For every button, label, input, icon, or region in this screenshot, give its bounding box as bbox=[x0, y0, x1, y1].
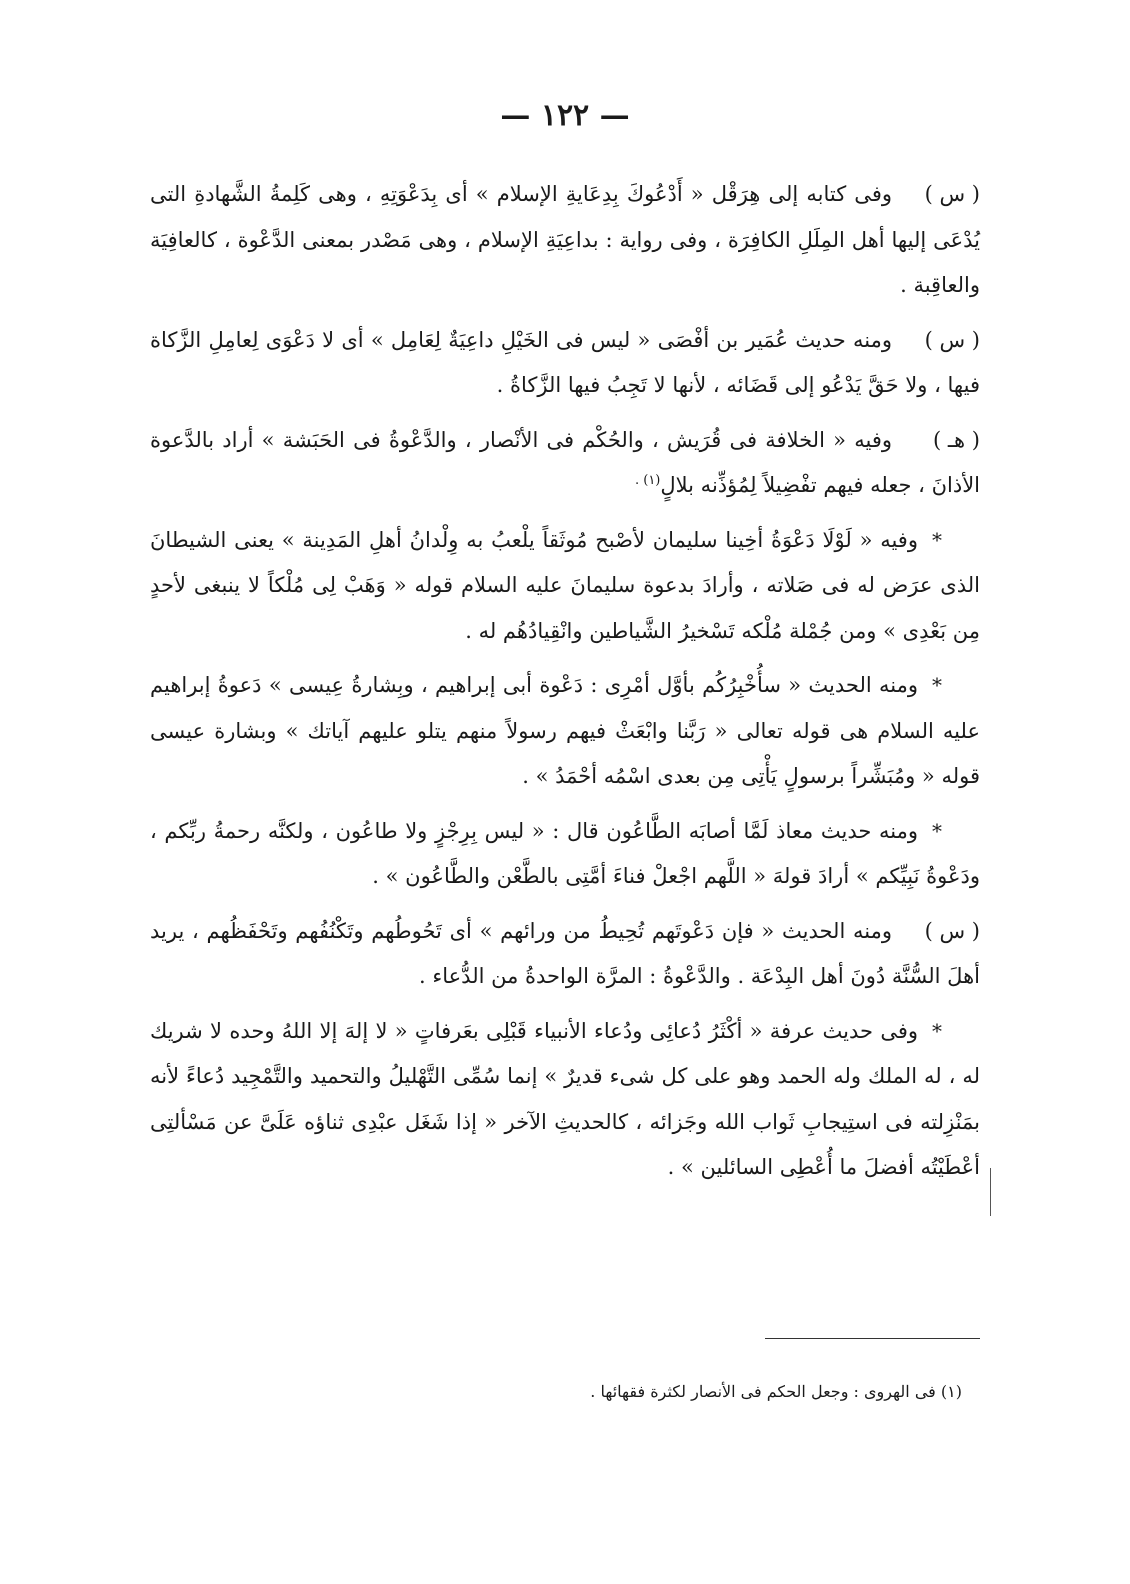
paragraph-text: ومنه الحديث « سأُخْبِرُكُم بأوَّل أمْرِى : دَعْوة أبى إبراهيم ، وبِشارةُ عِيسى » دَعوةُ إبراهيم عليه السلام هى قوله تعالى « رَبَّنا وابْعَثْ فيهم رسولاً منهم يتلو عليهم آياتك » وبشارة عيسى قوله « ومُبَشِّراً برسولٍ يَأْتِى مِن بعدى اسْمُه أحْمَدُ » . bbox=[150, 673, 980, 788]
main-text bbox=[150, 172, 980, 1200]
paragraph-text: وفى حديث عرفة « أكْثَرُ دُعائِى ودُعاء الأنبياء قَبْلِى بعَرفاتٍ « لا إلهَ إلا اللهُ وحده لا شريك له ، له الملك وله الحمد وهو على كل شىء قديرٌ » إنما سُمِّى التَّهْليلُ والتحميد والتَّمْجِيد دُعاءً لأنه بمَنْزِلته فى استِيجابِ ثَواب الله وجَزائه ، كالحديثِ الآخر « إذا شَغَل عبْدِى ثناؤه عَلَىَّ عن مَسْألتِى أعْطَيْتُه أفضلَ ما أُعْطِى السائلين » . bbox=[150, 1018, 980, 1179]
star-marker: * bbox=[932, 818, 942, 843]
paragraph-text: ومنه حديث عُمَير بن أفْصَى « ليس فى الخَيْلِ داعِيَةٌ لِعَامِل » أى لا دَعْوَى لِعامِلِ الزَّكاة فيها ، ولا حَقَّ يَدْعُو إلى قَضَائه ، لأنها لا تَجِبُ فيها الزَّكاةُ . bbox=[150, 327, 980, 397]
star-marker: * bbox=[932, 1018, 942, 1043]
paragraph bbox=[150, 418, 980, 509]
star-marker: * bbox=[932, 527, 942, 552]
paragraph bbox=[150, 663, 980, 800]
footnote: (١) فى الهروى : وجعل الحكم فى الأنصار لكثرة فقهائها . bbox=[590, 1382, 962, 1401]
paragraph-text: وفيه « الخلافة فى قُرَيش ، والحُكْم فى الأنْصار ، والدَّعْوةُ فى الحَبَشة » أراد بالدَّعوة الأذانَ ، جعله فيهم تفْضِيلاً لِمُؤذِّنه بلالٍ bbox=[150, 427, 980, 497]
paragraph bbox=[150, 318, 980, 409]
paragraph-marker: ( س ) bbox=[924, 327, 980, 352]
star-marker: * bbox=[932, 673, 942, 697]
paragraph-text: ومنه حديث معاذ لَمَّا أصابَه الطَّاعُون قال : « ليس بِرِجْزٍ ولا طاعُون ، ولكنَّه رحمةُ ربِّكم ، ودَعْوةُ نَبِيِّكم » أرادَ قولهَ « اللَّهم اجْعلْ فناءَ أمَّتِى بالطَّعْن والطَّاعُون » . bbox=[150, 818, 980, 888]
paragraph-marker: ( س ) bbox=[924, 918, 980, 943]
paragraph bbox=[150, 1009, 980, 1191]
footnote-reference: (١) . bbox=[634, 473, 661, 488]
paragraph bbox=[150, 809, 980, 900]
paragraph bbox=[150, 909, 980, 1000]
margin-mark bbox=[990, 1168, 991, 1216]
page-number: — ١٢٢ — bbox=[500, 98, 630, 133]
paragraph-marker: ( س ) bbox=[924, 182, 980, 206]
paragraph-text: ومنه الحديث « فإن دَعْوتَهم تُحِيطُ من ورائهم » أى تَحُوطُهم وتَكْنُفُهم وتَحْفَظُهم ، يريد أهلَ السُّنَّة دُونَ أهل البِدْعَة . والدَّعْوةُ : المرَّة الواحدةُ من الدُّعاء . bbox=[150, 918, 980, 988]
paragraph bbox=[150, 172, 980, 309]
paragraph-text: وفيه « لَوْلَا دَعْوَةُ أخِينا سليمان لأصْبح مُوثَقاً يلْعبُ به وِلْدانُ أهلِ المَدِينة » يعنى الشيطانَ الذى عرَض له فى صَلاته ، وأرادَ بدعوة سليمانَ عليه السلام قوله « وَهَبْ لِى مُلْكاً لا ينبغى لأحدٍ مِن بَعْدِى » ومن جُمْلة مُلْكه تَسْخيرُ الشَّياطين وانْقِيادُهُم له . bbox=[150, 527, 980, 643]
paragraph-marker: ( هـ ) bbox=[933, 427, 980, 452]
paragraph bbox=[150, 518, 980, 655]
footnote-divider bbox=[765, 1338, 980, 1339]
paragraph-text: وفى كتابه إلى هِرَقْل « أَدْعُوكَ بِدِعَايةِ الإسلام » أى بِدَعْوَتِهِ ، وهى كَلِمةُ الشَّهادةِ التى يُدْعَى إليها أهل المِلَلِ الكافِرَة ، وفى رواية : بداعِيَةِ الإسلام ، وهى مَصْدر بمعنى الدَّعْوة ، كالعافِيَة والعاقِبة . bbox=[150, 182, 980, 297]
